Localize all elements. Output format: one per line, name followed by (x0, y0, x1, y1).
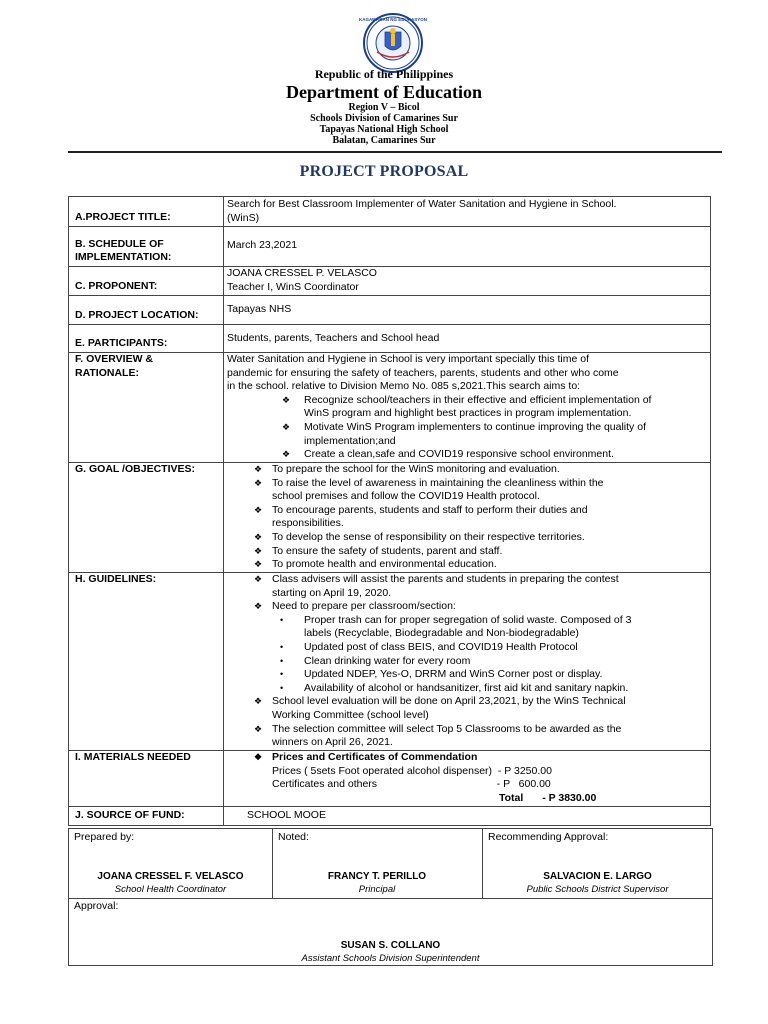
diamond-bullet-icon: ❖ (254, 477, 263, 488)
row-label (69, 463, 224, 572)
division-line: Schools Division of Camarines Sur (310, 113, 458, 124)
list-item-cont (227, 587, 706, 601)
caption: Recommending Approval: (488, 831, 609, 843)
row-label (69, 751, 224, 806)
divider (69, 898, 712, 899)
row-label (69, 573, 224, 750)
row-value (227, 573, 706, 750)
row-value (227, 198, 706, 226)
list-item (227, 477, 706, 491)
row-label (69, 267, 224, 295)
label-text: J. SOURCE OF FUND: (75, 809, 185, 821)
item-text: starting on April 19, 2020. (272, 586, 392, 599)
list-item (227, 394, 706, 408)
signatory-name: SUSAN S. COLLANO (340, 940, 441, 951)
value-line: Search for Best Classroom Implementer of Water Sanitation and Hygiene in School. (227, 198, 617, 210)
row-value: March 23,2021 (227, 239, 298, 251)
sub-item-cont (227, 627, 706, 641)
row-value (227, 751, 706, 806)
label-text: A.PROJECT TITLE: (75, 211, 171, 223)
diamond-bullet-icon: ❖ (254, 696, 263, 707)
value-line: in the school. relative to Division Memo No. 085 s,2021.This search aims to: (227, 380, 581, 393)
list-item (227, 545, 706, 559)
item-text: Need to prepare per classroom/section: (272, 600, 456, 613)
row-value (227, 463, 706, 572)
item-text: The selection committee will select Top 5 Classrooms to be awarded as the (272, 722, 622, 735)
row-label (69, 353, 224, 462)
bullet-icon: • (280, 614, 284, 625)
item-text: implementation;and (304, 434, 396, 447)
row-value: Students, parents, Teachers and School head (227, 332, 440, 344)
row-label (69, 197, 224, 226)
row-goals (68, 462, 711, 572)
list-item (227, 723, 706, 737)
row-guidelines (68, 572, 711, 750)
label-line: B. SCHEDULE OF (75, 238, 164, 250)
signatory-name: FRANCY T. PERILLO (327, 871, 427, 882)
diamond-bullet-icon: ❖ (254, 464, 263, 474)
row-value (227, 353, 706, 462)
diamond-bullet-icon: ❖ (254, 601, 263, 612)
item-text: To raise the level of awareness in maintaining the cleanliness within the (272, 476, 604, 489)
item-text: Clean drinking water for every room (304, 654, 471, 667)
row-fund (68, 806, 711, 826)
label-text: E. PARTICIPANTS: (75, 337, 168, 349)
list-item (227, 531, 706, 545)
list-item-cont (227, 407, 706, 421)
signatory-role: Principal (358, 884, 396, 895)
school-line: Tapayas National High School (319, 124, 449, 135)
diamond-bullet-icon: ❖ (254, 574, 263, 584)
header-divider (68, 151, 722, 153)
item-text: Recognize school/teachers in their effective and efficient implementation of (304, 393, 652, 406)
value-line: Teacher I, WinS Coordinator (227, 280, 359, 293)
bullet-icon: • (280, 669, 284, 680)
signatory-name: JOANA CRESSEL F. VELASCO (97, 871, 244, 882)
row-label (69, 325, 224, 352)
item-text: Updated NDEP, Yes-O, DRRM and WinS Corner post or display. (304, 668, 603, 681)
materials-line: Prices ( 5sets Foot operated alcohol dispenser) - P 3250.00 (272, 764, 552, 777)
item-text: Working Committee (school level) (272, 708, 429, 721)
label-line: RATIONALE: (75, 366, 139, 379)
row-label (69, 227, 224, 266)
diamond-bullet-icon: ❖ (282, 394, 291, 405)
list-item-cont (227, 490, 706, 504)
list-item-cont (227, 709, 706, 723)
list-item (227, 504, 706, 518)
list-item (227, 695, 706, 709)
address-line: Balatan, Camarines Sur (332, 135, 436, 146)
diamond-bullet-icon: ❖ (282, 421, 291, 432)
list-item-cont (227, 736, 706, 750)
sub-item (227, 614, 706, 628)
item-text: Proper trash can for proper segregation of solid waste. Composed of 3 (304, 613, 632, 626)
caption: Noted: (278, 831, 309, 843)
department-heading: Department of Education (286, 82, 482, 102)
bullet-icon: • (280, 655, 284, 666)
sub-item (227, 668, 706, 682)
item-text: responsibilities. (272, 517, 344, 530)
label-text: H. GUIDELINES: (75, 573, 157, 585)
list-item (227, 448, 706, 462)
item-text: School level evaluation will be done on April 23,2021, by the WinS Technical (272, 695, 626, 708)
item-text: winners on April 26, 2021. (272, 736, 393, 749)
diamond-bullet-icon: ❖ (254, 504, 263, 515)
list-item (227, 558, 706, 572)
caption: Prepared by: (74, 831, 135, 843)
signatory-role: Public Schools District Supervisor (526, 884, 669, 895)
bullet-icon: • (280, 682, 284, 693)
sub-item (227, 682, 706, 696)
republic-heading: Republic of the Philippines (314, 67, 454, 81)
item-text: labels (Recyclable, Biodegradable and Non-biodegradable) (304, 627, 579, 640)
total-label: Total (499, 791, 524, 804)
row-proponent (68, 266, 711, 295)
diamond-bullet-icon: ❖ (282, 449, 291, 460)
signatory-role: School Health Coordinator (114, 884, 227, 895)
sub-item (227, 655, 706, 669)
svg-text:KAGAWARAN NG EDUKASYON: KAGAWARAN NG EDUKASYON (358, 17, 428, 22)
list-item-cont (227, 517, 706, 531)
total-value: - P 3830.00 (542, 791, 597, 804)
materials-line: Certificates and others - P 600.00 (272, 778, 551, 791)
list-item (227, 573, 706, 587)
noted-by (273, 829, 481, 899)
value-line: (WinS) (227, 211, 260, 224)
item-text: To encourage parents, students and staff to perform their duties and (272, 503, 588, 516)
item-text: Availability of alcohol or handsanitizer, first aid kit and sanitary napkin. (304, 681, 629, 694)
row-value: Tapayas NHS (227, 303, 292, 315)
diamond-bullet-icon: ❖ (254, 559, 263, 570)
label-text: D. PROJECT LOCATION: (75, 309, 199, 321)
row-value: SCHOOL MOOE (247, 809, 326, 821)
list-item-cont (227, 435, 706, 449)
item-text: To prepare the school for the WinS monitoring and evaluation. (272, 463, 560, 475)
row-participants (68, 324, 711, 352)
signature-block (68, 828, 713, 966)
label-line: F. OVERVIEW & (75, 353, 153, 365)
value-line: Water Sanitation and Hygiene in School is very important specially this time of (227, 353, 590, 365)
materials-total (227, 792, 706, 806)
proposal-title: PROJECT PROPOSAL (299, 163, 469, 180)
item-text: school premises and follow the COVID19 Health protocol. (272, 490, 540, 503)
value-line: pandemic for ensuring the safety of teachers, parents, students and other who come (227, 366, 619, 379)
row-project-title (68, 196, 711, 226)
signatory-name: SALVACION E. LARGO (543, 871, 652, 882)
value-line: JOANA CRESSEL P. VELASCO (227, 267, 377, 279)
label-text: C. PROPONENT: (75, 280, 158, 292)
list-item (227, 421, 706, 435)
deped-seal-logo (355, 12, 431, 74)
diamond-bullet-icon: ❖ (254, 752, 263, 762)
item-text: Updated post of class BEIS, and COVID19 Health Protocol (304, 640, 578, 653)
region-line: Region V – Bicol (348, 102, 420, 113)
row-overview (68, 352, 711, 462)
list-item (227, 463, 706, 477)
label-text: I. MATERIALS NEEDED (75, 751, 191, 763)
diamond-bullet-icon: ❖ (254, 723, 263, 734)
caption: Approval: (74, 900, 119, 912)
label-text (75, 238, 171, 264)
item-text: WinS program and highlight best practices in program implementation. (304, 407, 632, 420)
bullet-icon: • (280, 641, 284, 652)
row-location (68, 295, 711, 324)
item-text: To develop the sense of responsibility on their respective territories. (272, 530, 585, 543)
row-schedule (68, 226, 711, 266)
label-text: G. GOAL /OBJECTIVES: (75, 463, 195, 475)
item-text: Prices and Certificates of Commendation (272, 751, 478, 763)
item-text: To ensure the safety of students, parent and staff. (272, 544, 503, 557)
diamond-bullet-icon: ❖ (254, 545, 263, 556)
row-materials (68, 750, 711, 806)
recommending-approval (483, 829, 712, 899)
row-label (69, 807, 224, 825)
signatory-role: Assistant Schools Division Superintendent (301, 953, 480, 964)
diamond-bullet-icon: ❖ (254, 531, 263, 542)
item-text: Class advisers will assist the parents and students in preparing the contest (272, 573, 619, 585)
item-text: Motivate WinS Program implementers to continue improving the quality of (304, 420, 646, 433)
prepared-by (69, 829, 272, 899)
label-line: IMPLEMENTATION: (75, 251, 172, 263)
row-value (227, 267, 706, 295)
sub-item (227, 641, 706, 655)
list-item (227, 600, 706, 614)
row-label (69, 296, 224, 324)
item-text: To promote health and environmental education. (272, 558, 497, 571)
list-item (227, 751, 706, 765)
label-text (75, 353, 153, 380)
item-text: Create a clean,safe and COVID19 responsive school environment. (304, 448, 614, 461)
